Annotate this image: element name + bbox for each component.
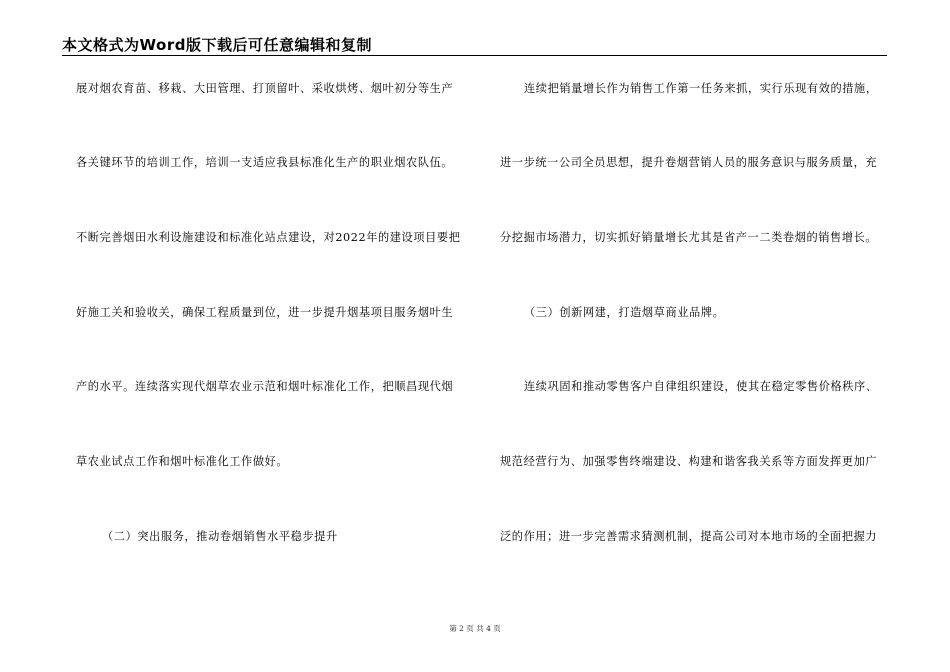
- document-header-title: 本文格式为Word版下载后可任意编辑和复制: [62, 36, 372, 54]
- right-line-6: 规范经营行为、加强零售终端建设、构建和谐客我关系等方面发挥更加广: [500, 455, 878, 468]
- right-line-3: 分挖掘市场潜力，切实抓好销量增长尤其是省产一二类卷烟的销售增长。: [500, 231, 878, 244]
- right-section-heading: （三）创新网建，打造烟草商业品牌。: [524, 306, 725, 319]
- header-divider: [62, 55, 887, 56]
- right-line-5: 连续巩固和推动零售客户自律组织建设，使其在稳定零售价格秩序、: [524, 380, 878, 393]
- right-line-2: 进一步统一公司全员思想，提升卷烟营销人员的服务意识与服务质量，充: [500, 156, 878, 169]
- left-line-3: 不断完善烟田水利设施建设和标准化站点建设，对2022年的建设项目要把: [76, 231, 461, 244]
- left-line-4: 好施工关和验收关，确保工程质量到位，进一步提升烟基项目服务烟叶生: [76, 306, 454, 319]
- left-line-6: 草农业试点工作和烟叶标准化工作做好。: [76, 455, 289, 468]
- right-line-1: 连续把销量增长作为销售工作第一任务来抓，实行乐现有效的措施，: [524, 82, 878, 95]
- left-line-2: 各关键环节的培训工作，培训一支适应我县标准化生产的职业烟农队伍。: [76, 156, 454, 169]
- left-line-1: 展对烟农育苗、移栽、大田管理、打顶留叶、采收烘烤、烟叶初分等生产: [76, 82, 454, 95]
- left-section-heading: （二）突出服务，推动卷烟销售水平稳步提升: [102, 530, 338, 543]
- right-line-7: 泛的作用；进一步完善需求猜测机制，提高公司对本地市场的全面把握力: [500, 530, 878, 543]
- left-line-5: 产的水平。连续落实现代烟草农业示范和烟叶标准化工作，把顺昌现代烟: [76, 380, 454, 393]
- page-number-footer: 第 2 页 共 4 页: [449, 624, 501, 633]
